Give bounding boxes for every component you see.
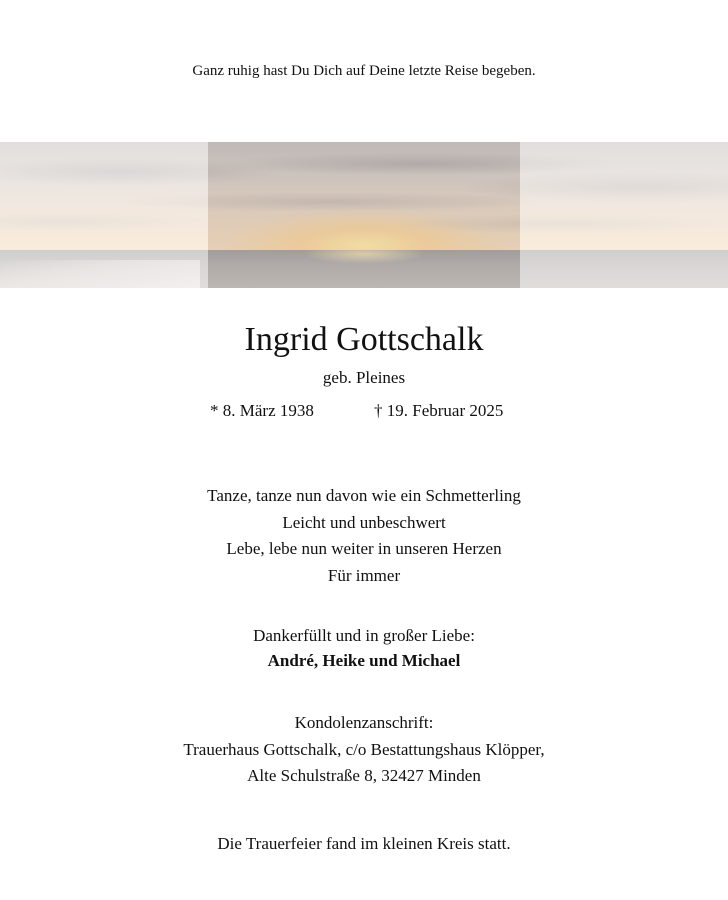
banner-center-window xyxy=(208,142,520,288)
closing-line: Die Trauerfeier fand im kleinen Kreis statt. xyxy=(217,834,511,853)
motto-line: Ganz ruhig hast Du Dich auf Deine letzte Reise begeben. xyxy=(192,63,536,79)
condolence-address xyxy=(0,710,728,790)
life-dates xyxy=(0,398,728,424)
deceased-name: Ingrid Gottschalk xyxy=(244,321,484,358)
banner-veil-left xyxy=(0,142,208,288)
poem-line: Tanze, tanze nun davon wie ein Schmetterling xyxy=(207,486,521,505)
thanks-line: Dankerfüllt und in großer Liebe: xyxy=(253,626,475,645)
poem-line: Lebe, lebe nun weiter in unseren Herzen xyxy=(226,539,502,558)
condolence-line: Trauerhaus Gottschalk, c/o Bestattungshaus Klöpper, xyxy=(183,739,545,759)
poem-line: Für immer xyxy=(327,565,401,585)
birth-date: * 8. März 1938 xyxy=(210,401,314,420)
sunset-banner-image xyxy=(0,142,728,288)
death-date: † 19. Februar 2025 xyxy=(374,401,504,420)
poem-line: Leicht und unbeschwert xyxy=(282,512,446,532)
condolence-heading: Kondolenzanschrift: xyxy=(294,713,434,732)
condolence-line: Alte Schulstraße 8, 32427 Minden xyxy=(247,766,481,785)
signers: André, Heike und Michael xyxy=(267,651,461,670)
maiden-name: geb. Pleines xyxy=(322,368,406,387)
banner-veil-right xyxy=(520,142,728,288)
poem xyxy=(0,483,728,589)
